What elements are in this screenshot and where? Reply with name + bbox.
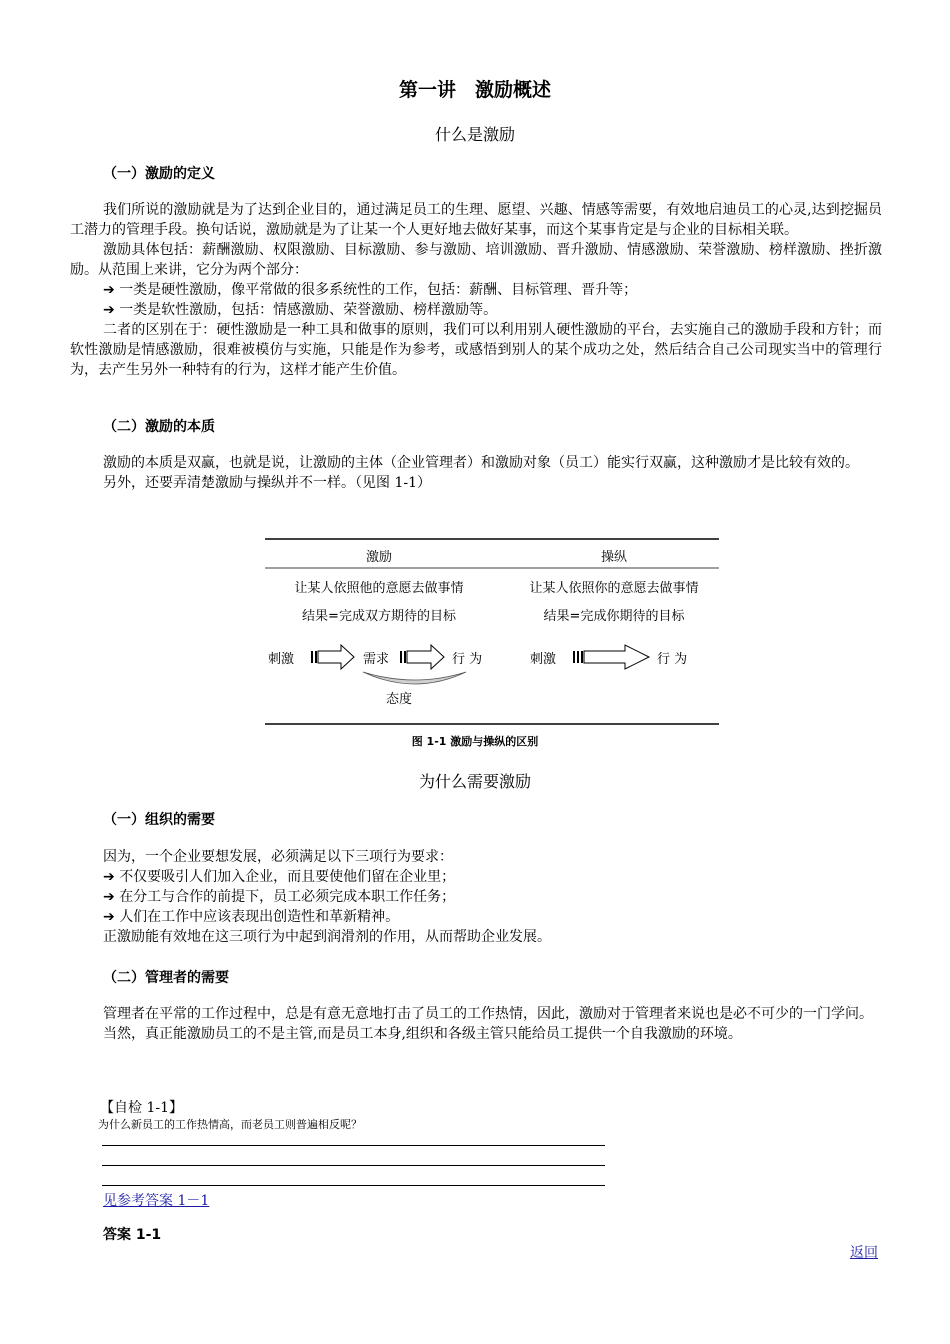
figure-incentive-line1: 让某人依照他的意愿去做事情 [294, 581, 464, 596]
essence-paragraph: 激励的本质是双赢，也就是说，让激励的主体（企业管理者）和激励对象（员工）能实行双赢，这种激励才是比较有效的。 [103, 455, 859, 471]
answer-line-2[interactable] [102, 1165, 605, 1166]
answer-line-1[interactable] [102, 1145, 605, 1146]
self-motivation-paragraph: 当然，真正能激励员工的不是主管,而是员工本身,组织和各级主管只能给员工提供一个自我激励的环境。 [103, 1026, 742, 1042]
bullet-innovation: ➔ 人们在工作中应该表现出创造性和革新精神。 [103, 909, 400, 925]
figure-col-head-manipulation: 操纵 [600, 550, 628, 565]
answer-heading: 答案 1-1 [103, 1227, 162, 1243]
manipulation-paragraph: 另外，还要弄清楚激励与操纵并不一样。（见图 1-1） [103, 475, 431, 491]
manager-block [70, 1004, 882, 1044]
section-title-why: 为什么需要激励 [418, 772, 531, 791]
definition-paragraph: 我们所说的激励就是为了达到企业目的，通过满足员工的生理、愿望、兴趣、情感等需要，有效地启迪员工的心灵,达到挖掘员工潜力的管理手段。换句话说，激励就是为了让某一个人更好地去做好某事，而这个某事肯定是与企业的目标相关联。 [70, 202, 882, 238]
arrow-bullet-icon: ➔ [103, 889, 115, 905]
heading-organization-need: （一）组织的需要 [103, 812, 215, 828]
includes-paragraph: 激励具体包括：薪酬激励、权限激励、目标激励、参与激励、培训激励、晋升激励、情感激励、荣誉激励、榜样激励、挫折激励。从范围上来讲，它分为两个部分： [70, 242, 882, 278]
figure-need: 需求 [363, 652, 390, 667]
section-title-what: 什么是激励 [434, 125, 515, 144]
arrow-bullet-icon: ➔ [103, 869, 115, 885]
figure-attitude: 态度 [385, 692, 413, 707]
arrow-bullet-icon: ➔ [103, 302, 115, 318]
figure-manipulation-line2: 结果=完成你期待的目标 [543, 609, 685, 624]
arrow-bullet-icon: ➔ [103, 282, 115, 298]
figure-manipulation-line1: 让某人依照你的意愿去做事情 [529, 581, 699, 596]
arrow-stimulus-to-need-icon [311, 645, 354, 669]
page-title: 第一讲 激励概述 [398, 79, 551, 101]
figure-behavior-right: 行 为 [657, 652, 688, 667]
selfcheck-question: 为什么新员工的工作热情高，而老员工则普遍相反呢？ [98, 1118, 362, 1131]
definition-block [70, 200, 882, 380]
figure-caption: 图 1-1 激励与操纵的区别 [411, 735, 539, 748]
figure-incentive-vs-manipulation [265, 538, 719, 726]
organization-block [70, 847, 882, 947]
heading-manager-need: （二）管理者的需要 [103, 970, 229, 986]
heading-essence: （二）激励的本质 [103, 419, 215, 435]
answer-line-3[interactable] [102, 1185, 605, 1186]
figure-col-head-incentive: 激励 [365, 550, 393, 565]
figure-incentive-line2: 结果=完成双方期待的目标 [302, 609, 456, 624]
heading-definition: （一）激励的定义 [103, 166, 215, 182]
bullet-hard-incentive: ➔ 一类是硬性激励，像平常做的很多系统性的工作，包括：薪酬、目标管理、晋升等； [103, 282, 638, 298]
bullet-attract: ➔ 不仅要吸引人们加入企业，而且要使他们留在企业里； [103, 869, 456, 885]
difference-paragraph: 二者的区别在于：硬性激励是一种工具和做事的原则，我们可以利用别人硬性激励的平台，去实施自己的激励手段和方针；而软性激励是情感激励，很难被模仿与实施，只能是作为参考，或感悟到别人的某个成功之处，然后结合自己公司现实当中的管理行为，去产生另外一种特有的行为，这样才能产生价值。 [70, 322, 882, 378]
arrow-need-to-behavior-icon [400, 645, 444, 669]
bullet-tasks: ➔ 在分工与合作的前提下，员工必须完成本职工作任务； [103, 889, 456, 905]
figure-stimulus-right: 刺激 [530, 652, 557, 667]
organization-intro: 因为，一个企业要想发展，必须满足以下三项行为要求： [103, 849, 453, 865]
reference-answer-link[interactable]: 见参考答案 1－1 [103, 1193, 210, 1209]
arrow-bullet-icon: ➔ [103, 909, 115, 925]
essence-block [70, 453, 882, 493]
figure-stimulus-left: 刺激 [268, 652, 295, 667]
attitude-curve-icon [363, 672, 466, 684]
back-link[interactable]: 返回 [850, 1245, 878, 1261]
figure-behavior-left: 行 为 [452, 652, 483, 667]
arrow-stimulus-to-behavior-icon [573, 645, 649, 669]
selfcheck-label: 【自检 1-1】 [100, 1100, 183, 1116]
manager-paragraph: 管理者在平常的工作过程中，总是有意无意地打击了员工的工作热情，因此，激励对于管理者来说也是必不可少的一门学问。 [103, 1006, 873, 1022]
bullet-soft-incentive: ➔ 一类是软性激励，包括：情感激励、荣誉激励、榜样激励等。 [103, 302, 498, 318]
positive-incentive-paragraph: 正激励能有效地在这三项行为中起到润滑剂的作用，从而帮助企业发展。 [103, 929, 551, 945]
